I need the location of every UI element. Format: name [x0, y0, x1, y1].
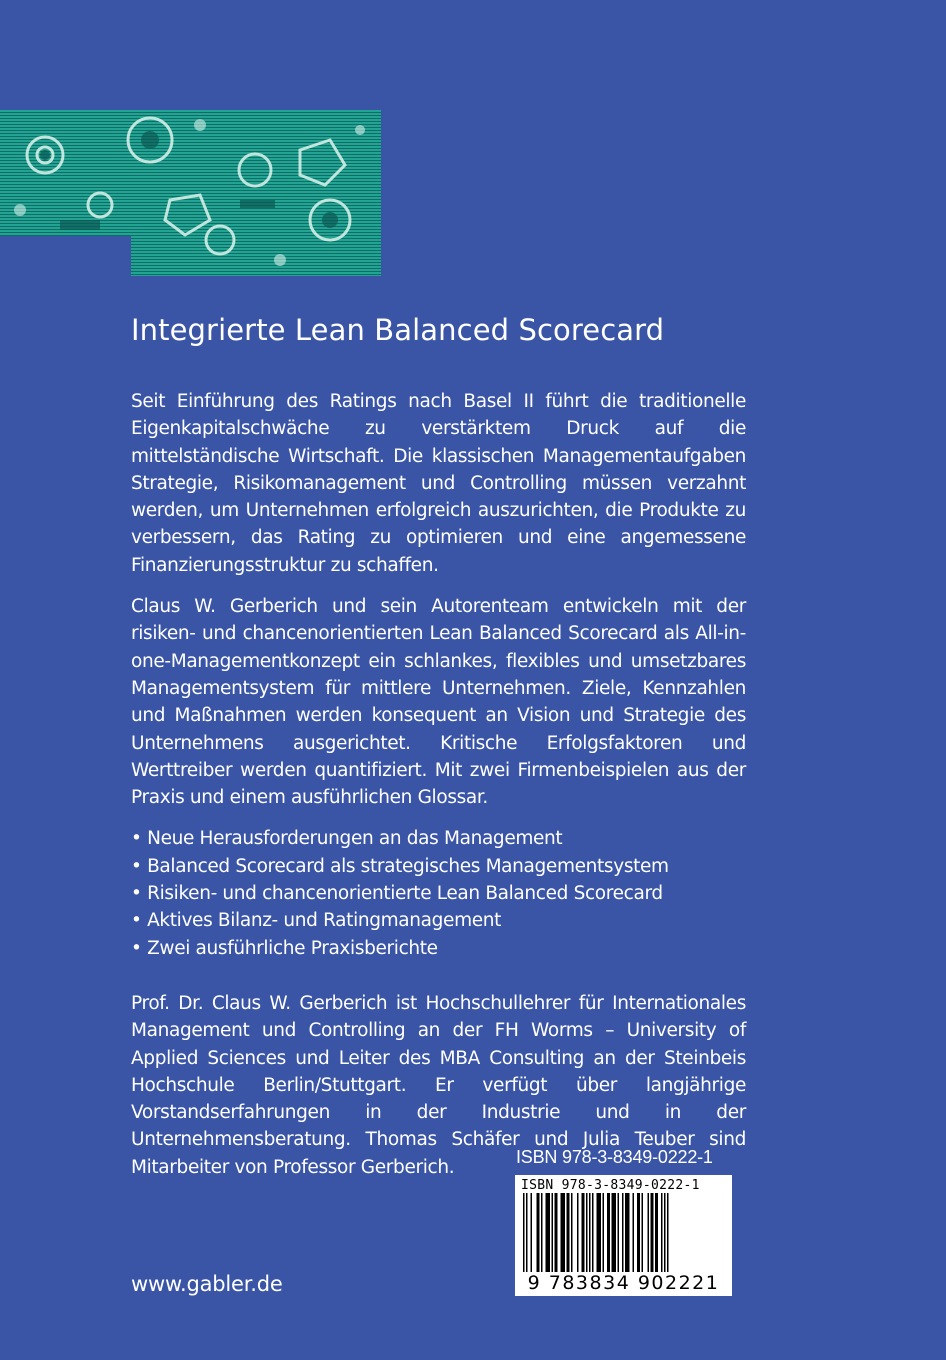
- barcode-digits: 9 783834 902221: [515, 1272, 732, 1294]
- barcode: [515, 1175, 732, 1296]
- barcode-bar: [541, 1193, 543, 1275]
- description-paragraph-1: Seit Einführung des Ratings nach Basel II führt die traditionelle Eigenkapitalschwäche zu verstärktem Druck auf die mittelständische Wirtschaft. Die klassischen Managementaufgaben Strategie, Risikomanagement und Controlling müssen verzahnt werden, um Unternehmen erfolgreich auszurichten, die Produkte zu verbessern, das Rating zu optimieren und eine angemessene Finanzierungsstruktur zu schaffen.: [131, 391, 746, 576]
- gear-texture-image: [0, 110, 381, 276]
- barcode-bar: [531, 1193, 533, 1275]
- feature-item: • Zwei ausführliche Praxisberichte: [131, 935, 746, 962]
- barcode-bar: [642, 1193, 644, 1275]
- barcode-bar: [537, 1193, 540, 1275]
- barcode-bar: [526, 1193, 528, 1275]
- barcode-bar: [555, 1193, 558, 1275]
- barcode-bar: [661, 1193, 663, 1275]
- publisher-website: www.gabler.de: [131, 1272, 283, 1296]
- barcode-bars: [523, 1193, 724, 1275]
- feature-item: • Risiken- und chancenorientierte Lean Balanced Scorecard: [131, 880, 746, 907]
- barcode-bar: [582, 1193, 585, 1275]
- barcode-bar: [625, 1193, 630, 1275]
- feature-item: • Balanced Scorecard als strategisches Managementsystem: [131, 853, 746, 880]
- feature-item: • Aktives Bilanz- und Ratingmanagement: [131, 907, 746, 934]
- barcode-bar: [552, 1193, 554, 1275]
- barcode-bar: [546, 1193, 551, 1275]
- isbn-label: ISBN 978-3-8349-0222-1: [516, 1147, 713, 1167]
- book-title: Integrierte Lean Balanced Scorecard: [131, 313, 665, 347]
- barcode-bar: [592, 1193, 594, 1275]
- barcode-bar: [577, 1193, 579, 1275]
- barcode-bar: [664, 1193, 666, 1275]
- barcode-bar: [603, 1193, 605, 1275]
- barcode-bar: [586, 1193, 588, 1275]
- barcode-bar: [651, 1193, 654, 1275]
- barcode-bar: [633, 1193, 635, 1275]
- barcode-bar: [607, 1193, 610, 1275]
- author-bio: Prof. Dr. Claus W. Gerberich ist Hochschullehrer für Internationales Management und Controlling an der FH Worms – University of Applied Sciences und Leiter des MBA Consulting an der Steinbeis Hochschule Berlin/Stuttgart. Er verfügt über langjährige Vorstandserfahrungen in der Industrie und in der Unternehmensberatung. Thomas Schäfer und Julia Teuber sind Mitarbeiter von Professor Gerberich.: [131, 992, 746, 1178]
- barcode-bar: [561, 1193, 566, 1275]
- back-cover-text: [131, 300, 746, 1195]
- barcode-bar: [655, 1193, 658, 1275]
- barcode-bar: [523, 1193, 525, 1275]
- description-paragraph-2: Claus W. Gerberich und sein Autorenteam entwickeln mit der risiken- und chancenorientierten Lean Balanced Scorecard als All-in-one-Managementkonzept ein schlankes, flexibles und umsetzbares Managementsystem für mittlere Unternehmen. Ziele, Kennzahlen und Maßnahmen werden konsequent an Vision und Strategie des Unternehmens ausgerichtet. Kritische Erfolgsfaktoren und Werttreiber werden quantifiziert. Mit zwei Firmenbeispielen aus der Praxis und einem ausführlichen Glossar.: [131, 596, 746, 809]
- barcode-bar: [567, 1193, 570, 1275]
- barcode-bar: [622, 1193, 624, 1275]
- cover-art-gears: [0, 110, 381, 276]
- feature-list: [131, 825, 746, 961]
- barcode-bar: [612, 1193, 617, 1275]
- barcode-bar: [618, 1193, 620, 1275]
- barcode-bar: [597, 1193, 602, 1275]
- barcode-bar: [637, 1193, 640, 1275]
- barcode-bar: [667, 1193, 669, 1275]
- barcode-bar: [648, 1193, 650, 1275]
- barcode-bar: [571, 1193, 573, 1275]
- barcode-isbn-label: ISBN 978-3-8349-0222-1: [521, 1178, 700, 1193]
- feature-item: • Neue Herausforderungen an das Management: [131, 825, 746, 852]
- barcode-bar: [589, 1193, 591, 1275]
